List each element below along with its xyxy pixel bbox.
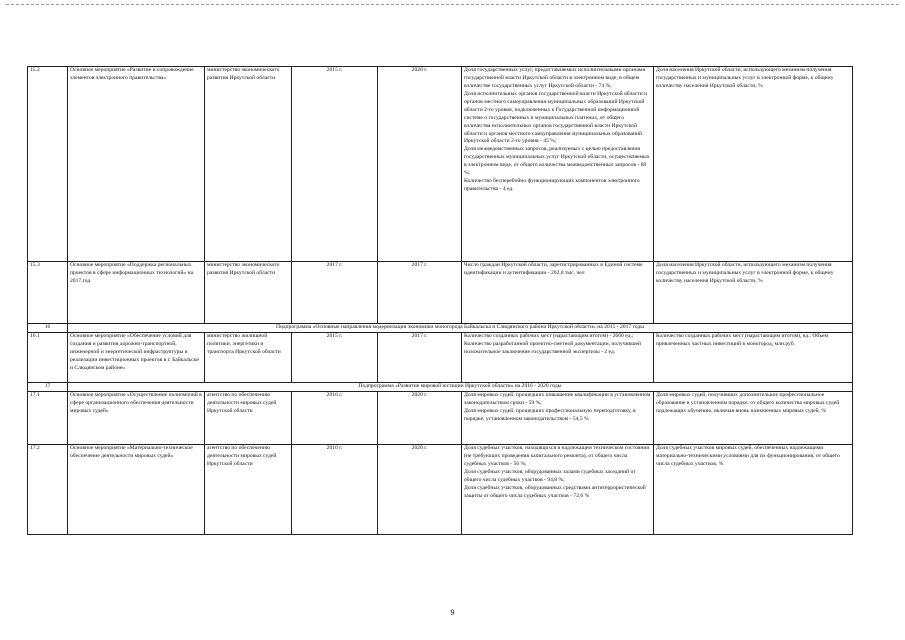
responsible-executor: министерство экономического развития Иркутской области	[205, 262, 292, 324]
activity-name: Основное мероприятие «Развитие и сопровождение элементов электронного правительства»	[68, 67, 205, 262]
expected-result-line: Доля межведомственных запросов, реализуемых с целью предоставления государственных муниципальных услуг Иркутской области, осуществляемых в электронном виде, от общего количества межведомственных запросов - 80 %;	[464, 146, 650, 177]
subprogram-title: Подпрограмма «Основные направления модернизации экономики моногорода Байкальска и Слюдянского района Иркутской области» на 2015 - 2017 годы	[68, 324, 853, 333]
expected-result-line: Количество созданных рабочих мест (нарастающим итогом) - 2600 ед.;	[464, 332, 634, 339]
activity-name: Основное мероприятие «Обеспечение условий для создания и развития дорожно-транспортной, инженерной и энергетической инфраструктуры и реализации инвестиционных проектов в г. Байкальске и Слюдянском районе»	[68, 332, 205, 382]
end-year: 2017 г.	[378, 262, 462, 324]
subprogram-number: 17	[28, 382, 68, 391]
start-year: 2015 г.	[292, 332, 378, 382]
responsible-executor: министерство экономического развития Иркутской области	[205, 67, 292, 262]
item-number: 15.2	[28, 67, 68, 262]
responsible-executor: агентство по обеспечению деятельности мировых судей Иркутской области	[205, 391, 292, 444]
expected-result-line: Количество разработанной проектно-сметной документации, получившей положительное заключение государственной экспертизы - 2 ед.	[464, 340, 641, 355]
activity-row	[28, 444, 853, 534]
expected-results	[462, 444, 654, 534]
expected-result-line: Доля государственных услуг, предоставляемых исполнительными органами государственной власти Иркутской области в электронном виде, в общем количестве государственных услуг Иркутской области - 74 %;	[464, 67, 646, 89]
expected-result-line: Доля судебных участков, оборудованных залами судебных заседаний от общего числа судебных участков - 94,8 %;	[464, 468, 636, 483]
subprogram-row	[28, 382, 853, 391]
target-indicator: Доля населения Иркутской области, использующего механизм получения государственных и муниципальных услуг в электронной форме, к общему количеству населения Иркутской области, %	[654, 262, 853, 324]
activity-row	[28, 332, 853, 382]
start-year: 2015 г.	[292, 67, 378, 262]
expected-result-line: Доля мировых судей, прошедших повышение квалификации в установленном законодательством сроки - 59 %;	[464, 391, 651, 406]
activity-row	[28, 262, 853, 324]
expected-results	[462, 332, 654, 382]
subprogram-number: 16	[28, 324, 68, 333]
target-indicator: Доля мировых судей, получивших дополнительное профессиональное образование в установленном порядке, от общего количества мировых судей подлежащих обучению, включая вновь назначенных мировых судей, %	[654, 391, 853, 444]
header-rule	[6, 4, 899, 7]
end-year: 2020 г.	[378, 67, 462, 262]
target-indicator: Доля судебных участков мировых судей, обеспеченных надлежащими материально-техническими условиями для их функционирования, от общего числа судебных участков, %	[654, 444, 853, 534]
expected-result-line: Доля исполнительных органов государственной власти Иркутской области и органов местного самоуправления муниципальных образований Иркутской области 2-го уровня, подключенных к Государственной информационной системе о государственных и муниципальных платежах, от общего количества исполнительных органов государственной власти Иркутской области и органов местного самоуправления муниципальных образований Иркутской области 2-го уровня - 45 %;	[464, 90, 648, 145]
item-number: 16.1	[28, 332, 68, 382]
subprogram-title: Подпрограмма «Развитие мировой юстиции Иркутской области» на 2016 - 2020 годы	[68, 382, 853, 391]
start-year: 2017 г.	[292, 262, 378, 324]
activity-name: Основное мероприятие «Осуществление полномочий в сфере организационного обеспечения деятельности мировых судей»	[68, 391, 205, 444]
item-number: 17.2	[28, 444, 68, 534]
end-year: 2020 г.	[378, 444, 462, 534]
activity-row	[28, 67, 853, 262]
subprogram-row	[28, 324, 853, 333]
item-number: 15.3	[28, 262, 68, 324]
expected-result-line: Количество бесперебойно функционирующих компонентов электронного правительства - 4 ед.	[464, 178, 640, 193]
expected-result-line: Доля судебных участков, находящихся в надлежащем техническом состоянии (не требующих проведения капитального ремонта), от общего числа судебных участков - 56 %;	[464, 444, 650, 467]
activity-name: Основное мероприятие «Материально-техническое обеспечение деятельности мировых судей»	[68, 444, 205, 534]
responsible-executor: министерство жилищной политики, энергетики и транспорта Иркутской области	[205, 332, 292, 382]
activity-row	[28, 391, 853, 444]
start-year: 2016 г.	[292, 391, 378, 444]
activity-name: Основное мероприятие «Поддержка региональных проектов в сфере информационных технологий» на 2017 год	[68, 262, 205, 324]
target-indicator: Количество созданных рабочих мест (нарастающим итогом), ед.; Объем привлеченных частных инвестиций в моногород, млн.руб.	[654, 332, 853, 382]
item-number: 17.1	[28, 391, 68, 444]
expected-result-line: Число граждан Иркутской области, зарегистрированных в Единой системе идентификации и аутентификации - 202,8 тыс. чел	[464, 262, 643, 276]
responsible-executor: агентство по обеспечению деятельности мировых судей Иркутской области	[205, 444, 292, 534]
expected-result-line: Доля судебных участков, оборудованных средствами антитеррористической защиты от общего числа судебных участков - 72,6 %	[464, 484, 646, 499]
expected-results	[462, 262, 654, 324]
page-number: 9	[450, 608, 455, 617]
expected-results	[462, 67, 654, 262]
end-year: 2017 г.	[378, 332, 462, 382]
start-year: 2016 г.	[292, 444, 378, 534]
expected-result-line: Доля мировых судей, прошедших профессиональную переподготовку, в порядке, установленном законодательством - 54,5 %	[464, 407, 636, 422]
end-year: 2020 г.	[378, 391, 462, 444]
program-table-body	[28, 67, 853, 535]
expected-results	[462, 391, 654, 444]
program-table	[27, 66, 853, 535]
target-indicator: Доля населения Иркутской области, использующего механизм получения государственных и муниципальных услуг в электронной форме, к общему количеству населения Иркутской области, %	[654, 67, 853, 262]
